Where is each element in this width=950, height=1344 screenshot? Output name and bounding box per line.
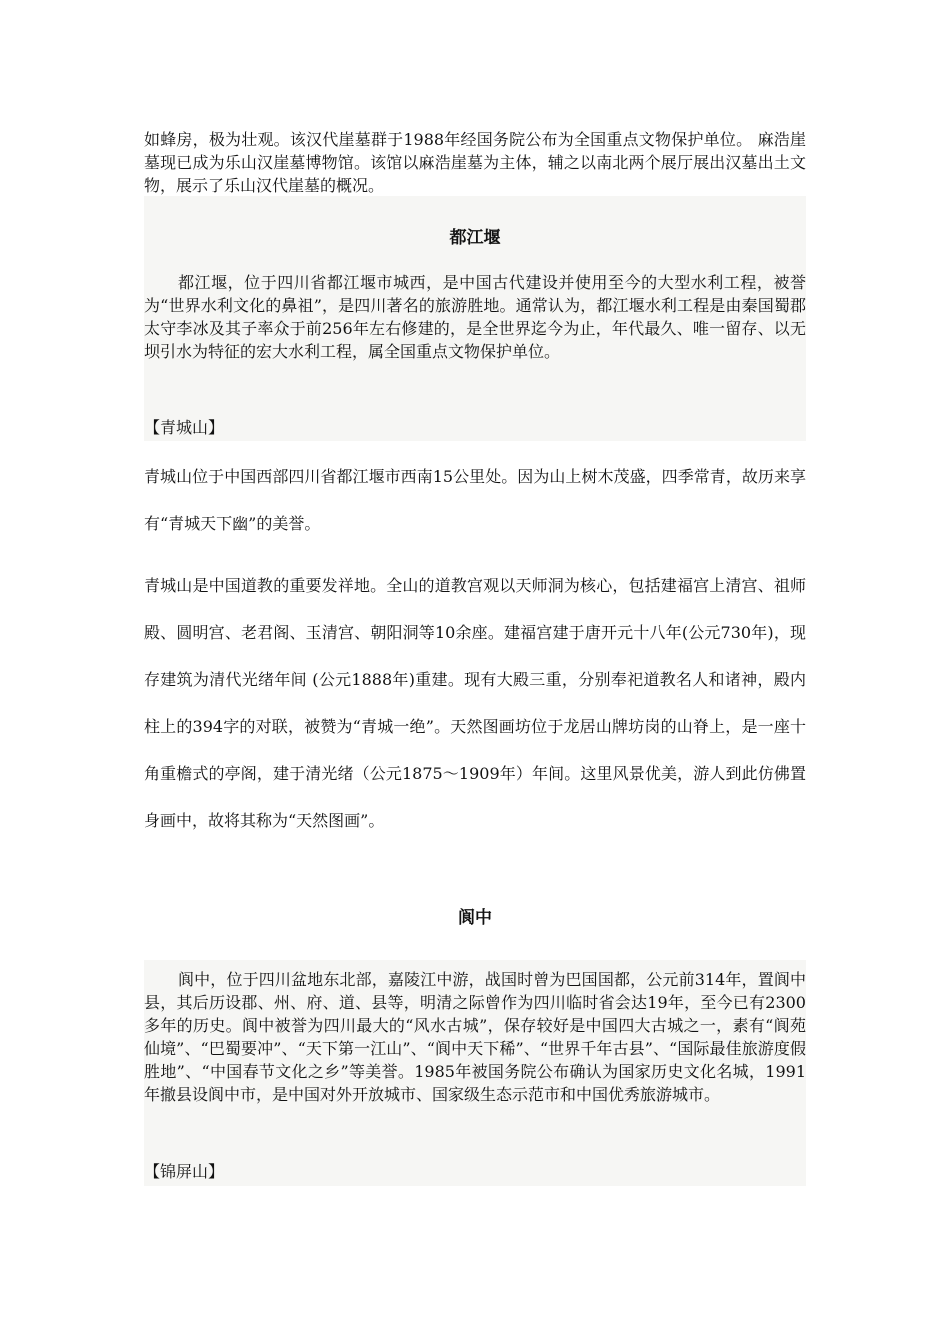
label-qingcheng: 【青城山】 — [144, 418, 225, 437]
paragraph-dujiangyan: 都江堰，位于四川省都江堰市城西，是中国古代建设并使用至今的大型水利工程，被誉为“世界水利文化的鼻祖”，是四川著名的旅游胜地。通常认为，都江堰水利工程是由秦国蜀郡太守李冰及其子率众于前256年左右修建的，是全世界迄今为止，年代最久、唯一留存、以无坝引水为特征的宏大水利工程，属全国重点文物保护单位。 — [144, 273, 806, 361]
heading-dujiangyan: 都江堰 — [449, 228, 501, 248]
paragraph-langzhong: 阆中，位于四川盆地东北部，嘉陵江中游，战国时曾为巴国国都，公元前314年，置阆中县，其后历设郡、州、府、道、县等，明清之际曾作为四川临时省会达19年，至今已有2300多年的历史。阆中被誉为四川最大的“风水古城”，保存较好是中国四大古城之一，素有“阆苑仙境”、“巴蜀要冲”、“天下第一江山”、“阆中天下稀”、“世界千年古县”、“国际最佳旅游度假胜地”、“中国春节文化之乡”等美誉。1985年被国务院公布确认为国家历史文化名城，1991年撤县设阆中市，是中国对外开放城市、国家级生态示范市和中国优秀旅游城市。 — [144, 970, 806, 1104]
heading-langzhong: 阆中 — [458, 908, 492, 928]
label-jinping: 【锦屏山】 — [144, 1162, 225, 1181]
paragraph-qingcheng-taoism: 青城山是中国道教的重要发祥地。全山的道教宫观以天师洞为核心，包括建福宫上清宫、祖师殿、圆明宫、老君阁、玉清宫、朝阳洞等10余座。建福宫建于唐开元十八年(公元730年)，现存建筑为清代光绪年间 (公元1888年)重建。现有大殿三重，分别奉祀道教名人和诸神，殿内柱上的394字的对联，被赞为“青城一绝”。天然图画坊位于龙居山牌坊岗的山脊上，是一座十角重檐式的亭阁，建于清光绪（公元1875～1909年）年间。这里风景优美，游人到此仿佛置身画中，故将其称为“天然图画”。 — [144, 576, 806, 830]
paragraph-qingcheng-intro: 青城山位于中国西部四川省都江堰市西南15公里处。因为山上树木茂盛，四季常青，故历来享有“青城天下幽”的美誉。 — [144, 467, 806, 533]
paragraph-leshan-tomb-end: 如蜂房，极为壮观。该汉代崖墓群于1988年经国务院公布为全国重点文物保护单位。 麻浩崖墓现已成为乐山汉崖墓博物馆。该馆以麻浩崖墓为主体，辅之以南北两个展厅展出汉墓出土文物，展示了乐山汉代崖墓的概况。 — [144, 130, 806, 195]
